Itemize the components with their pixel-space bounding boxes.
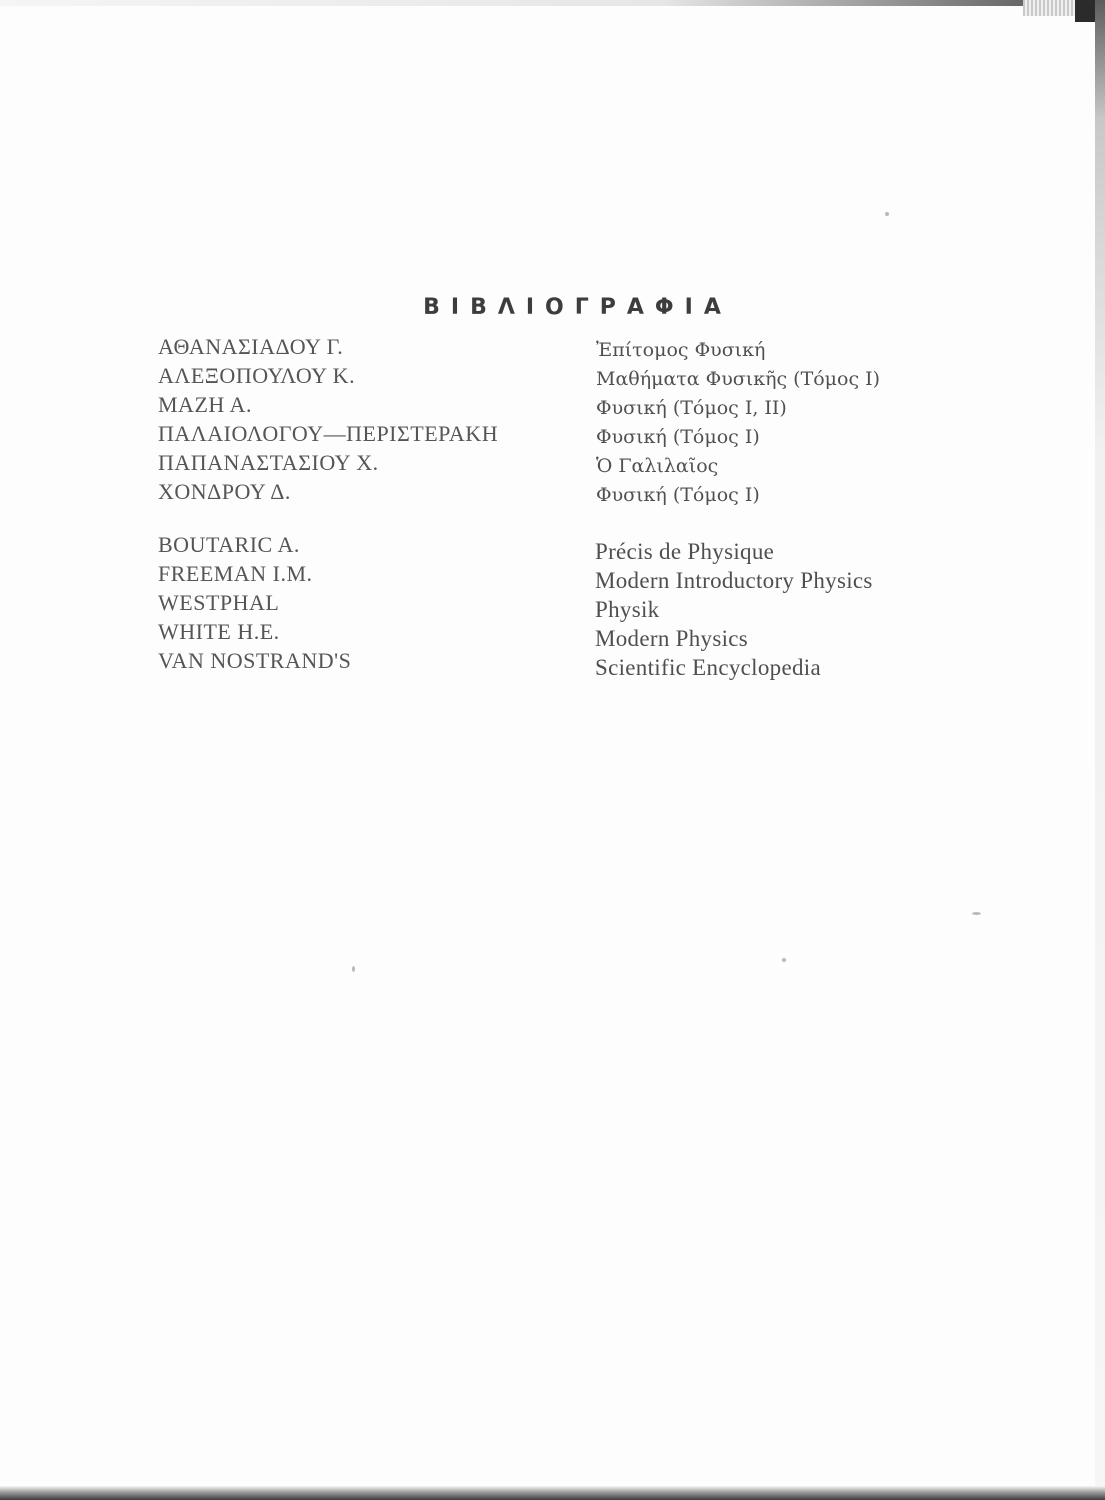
greek-author: ΜΑΖΗ Α. [158, 392, 252, 417]
foreign-title: Modern Introductory Physics [595, 568, 873, 593]
foreign-authors-column [158, 530, 351, 675]
greek-authors-column [158, 332, 498, 506]
scan-top-edge [0, 0, 1105, 6]
greek-title: Ὁ Γαλιλαῖος [596, 455, 719, 477]
scan-corner-grain [1023, 0, 1075, 16]
dust-speck [885, 212, 889, 216]
foreign-author: WHITE H.E. [158, 619, 280, 644]
foreign-title: Précis de Physique [595, 539, 775, 564]
greek-titles-column [596, 336, 880, 510]
foreign-author: WESTPHAL [158, 590, 280, 615]
greek-title: Ἐπίτομος Φυσική [596, 339, 766, 361]
greek-title: Μαθήματα Φυσικῆς (Τόμος Ι) [596, 368, 881, 390]
foreign-title: Scientific Encyclopedia [595, 655, 821, 680]
foreign-author: VAN NOSTRAND'S [158, 648, 352, 673]
foreign-titles-column [595, 537, 873, 682]
greek-title: Φυσική (Τόμος Ι) [596, 426, 760, 448]
greek-title: Φυσική (Τόμος Ι, ΙΙ) [596, 397, 787, 419]
foreign-author: FREEMAN I.M. [158, 561, 313, 586]
dust-speck [972, 912, 981, 915]
bibliography-heading: ΒΙΒΛΙΟΓΡΑΦΙΑ [423, 294, 732, 320]
foreign-author: BOUTARIC A. [158, 532, 300, 557]
greek-author: ΠΑΛΑΙΟΛΟΓΟΥ—ΠΕΡΙΣΤΕΡΑΚΗ [158, 421, 499, 446]
foreign-title: Modern Physics [595, 626, 749, 651]
foreign-title: Physik [595, 597, 660, 622]
dust-speck [352, 966, 355, 972]
greek-title: Φυσική (Τόμος Ι) [596, 484, 760, 506]
greek-author: ΠΑΠΑΝΑΣΤΑΣΙΟΥ Χ. [158, 450, 379, 475]
greek-author: ΑΘΑΝΑΣΙΑΔΟΥ Γ. [158, 334, 344, 359]
greek-author: ΑΛΕΞΟΠΟΥΛΟΥ Κ. [158, 363, 356, 388]
scan-bottom-edge [0, 1486, 1105, 1500]
greek-author: ΧΟΝΔΡΟΥ Δ. [158, 479, 291, 504]
scan-right-edge [1095, 0, 1105, 1500]
dust-speck [782, 958, 786, 962]
